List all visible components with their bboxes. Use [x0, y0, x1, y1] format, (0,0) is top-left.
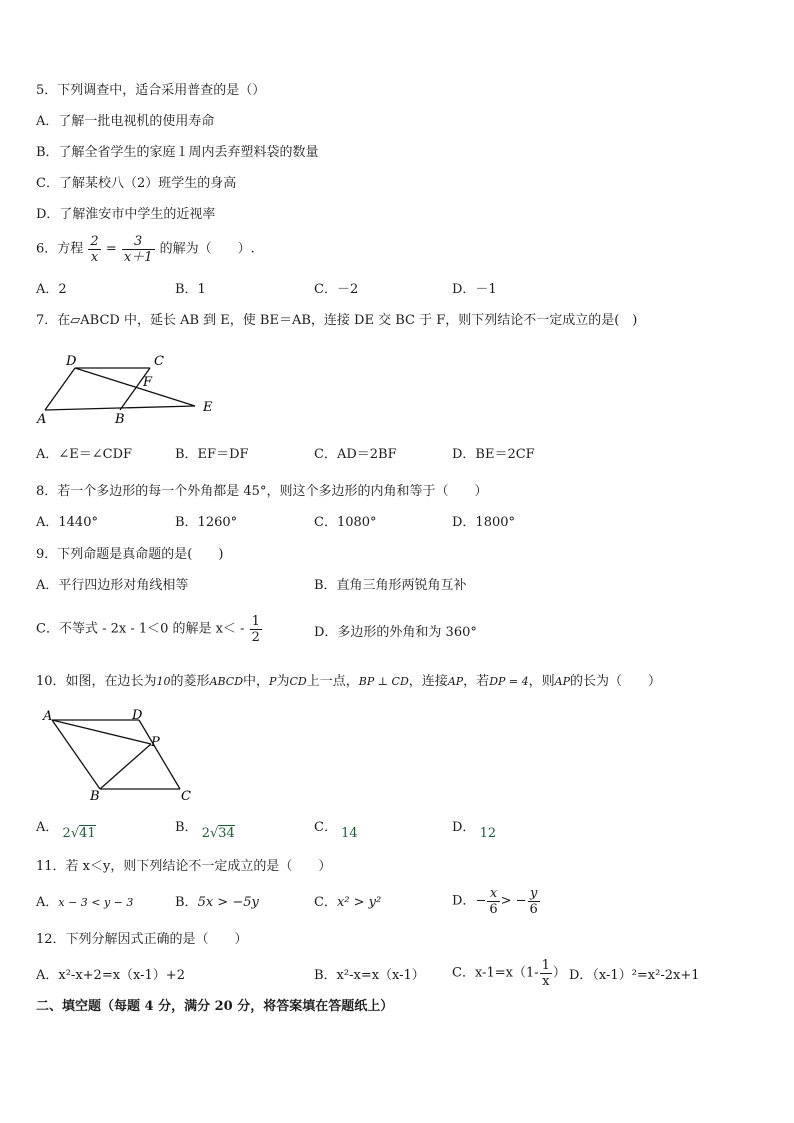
- q10-label-d: D: [132, 708, 143, 723]
- q11-option-d-den-2: 6: [529, 902, 538, 917]
- q9-option-c-fraction: [250, 614, 262, 645]
- q7-stem: 7．在▱ABCD 中，延长 AB 到 E，使 BE＝AB，连接 DE 交 BC 于 F，则下列结论不一定成立的是( ): [36, 313, 638, 328]
- sqrt-icon: √: [70, 826, 80, 841]
- q10-option-d-letter: D．: [452, 820, 476, 835]
- q11-option-d-num-2: y: [528, 886, 540, 902]
- q6-right-den: x＋1: [123, 250, 153, 265]
- q10-text-3: 中，: [243, 674, 270, 689]
- q10-text-7: ，若: [463, 674, 490, 689]
- q10-text-8: ，则: [528, 674, 555, 689]
- q5-option-b: B．了解全省学生的家庭１周内丢弃塑料袋的数量: [36, 145, 319, 160]
- q7-option-a: A．∠E＝∠CDF: [36, 447, 133, 462]
- section-2-title: 二、填空题（每题 4 分，满分 20 分，将答案填在答题纸上）: [36, 999, 394, 1014]
- q5-option-d: D．了解淮安市中学生的近视率: [36, 207, 216, 222]
- q10-option-a-coef: 2: [62, 826, 71, 841]
- q10-option-a-value: [63, 826, 96, 841]
- q6-right-fraction: [122, 234, 155, 265]
- q11-option-c: [314, 894, 381, 912]
- q7-line-ad: [45, 368, 75, 410]
- q7-label-b: B: [115, 412, 125, 427]
- q6-left-num: 2: [90, 234, 99, 249]
- q11-option-d-letter: D．: [452, 893, 476, 909]
- q6-option-b: B．1: [175, 282, 206, 297]
- q8-option-c: C．1080°: [314, 515, 377, 530]
- q10-math-p: P: [269, 675, 277, 688]
- q10-option-b-radicand: 34: [218, 826, 235, 841]
- q7-option-b: B．EF＝DF: [175, 447, 249, 462]
- q6-right-num: 3: [122, 234, 155, 250]
- q10-option-a: [36, 819, 96, 841]
- q12-option-c-num: 1: [541, 958, 550, 973]
- q10-text-4: 为: [276, 674, 290, 689]
- q11-option-b-expr: 5x > −5y: [197, 895, 259, 910]
- q10-option-c: [314, 819, 358, 841]
- q11-option-d-frac-1: [487, 886, 499, 917]
- q7-label-d: D: [66, 354, 77, 369]
- q10-line-dc: [139, 720, 180, 789]
- q11-option-c-letter: C．: [314, 895, 337, 910]
- q10-math-ap: AP: [447, 675, 464, 688]
- q8-stem: 8．若一个多边形的每一个外角都是 45°，则这个多边形的内角和等于（ ）: [36, 484, 488, 499]
- q7-label-e: E: [203, 400, 213, 415]
- q6-option-c: C．－2: [314, 282, 359, 297]
- q6-option-a: A．2: [36, 282, 67, 297]
- q10-option-c-value: 14: [341, 826, 358, 841]
- q10-text-9: 的长为（ ）: [570, 674, 662, 689]
- q11-option-b-letter: B．: [175, 895, 198, 910]
- q10-math-side: 10: [156, 675, 171, 688]
- q7-line-de: [75, 368, 195, 406]
- q6-suffix: 的解为（ ）.: [159, 241, 255, 257]
- q12-option-c-den: x: [542, 974, 550, 989]
- q10-option-b-coef: 2: [201, 826, 210, 841]
- q6-eq-sign: =: [105, 241, 117, 257]
- q12-stem: 12．下列分解因式正确的是（ ）: [36, 932, 248, 947]
- q6-stem: [36, 234, 255, 265]
- q5-option-a: A．了解一批电视机的使用寿命: [36, 114, 215, 129]
- q11-option-d: [452, 886, 541, 917]
- q10-label-c: C: [181, 789, 191, 804]
- q11-option-c-expr: x² > y²: [336, 895, 382, 910]
- q9-option-c-den: 2: [251, 630, 260, 645]
- q10-stem: [36, 673, 661, 691]
- q10-option-d-value: 12: [479, 826, 497, 841]
- q9-option-b: B．直角三角形两锐角互补: [314, 578, 467, 593]
- sqrt-icon: √: [209, 826, 219, 841]
- q10-option-b: [175, 819, 235, 841]
- q10-line-bp: [100, 744, 151, 789]
- q10-math-ap-2: AP: [554, 675, 570, 688]
- q10-option-b-letter: B．: [175, 820, 198, 835]
- q9-option-c-num: 1: [251, 614, 260, 629]
- q5-option-c: C．了解某校八（2）班学生的身高: [36, 176, 237, 191]
- q11-option-b: [175, 894, 259, 912]
- q7-label-c: C: [154, 354, 164, 369]
- q6-prefix: 6．方程: [36, 241, 84, 257]
- q7-option-c: C．AD＝2BF: [314, 447, 397, 462]
- q9-option-c: [36, 614, 263, 645]
- q10-option-a-letter: A．: [36, 820, 59, 835]
- q7-label-a: A: [37, 412, 47, 427]
- q8-option-d: D．1800°: [452, 515, 516, 530]
- q6-left-den: x: [90, 250, 99, 265]
- q10-option-b-value: [202, 826, 235, 841]
- q9-option-d: D．多边形的外角和为 360°: [314, 625, 477, 640]
- q7-option-d: D．BE＝2CF: [452, 447, 535, 462]
- q10-math-rhombus: ABCD: [209, 675, 244, 688]
- q11-option-a-letter: A．: [36, 895, 59, 910]
- q10-option-c-letter: C．: [314, 820, 337, 835]
- q10-math-dp: DP = 4: [489, 675, 529, 688]
- q12-option-c: [452, 958, 566, 989]
- q10-text-2: 的菱形: [170, 674, 210, 689]
- q12-option-a: A．x²-x+2=x（x-1）+2: [36, 968, 185, 983]
- q10-math-cd: CD: [289, 675, 307, 688]
- q12-option-c-text: C．x-1=x（1-: [452, 965, 539, 981]
- q9-option-c-text: C．不等式 - 2x - 1＜0 的解是 x＜ -: [36, 621, 245, 637]
- q11-option-a-expr: x − 3 < y − 3: [58, 896, 134, 909]
- q8-option-a: A．1440°: [36, 515, 98, 530]
- q10-text-5: 上一点，: [306, 674, 359, 689]
- q11-option-d-frac-2: [528, 886, 540, 917]
- q12-option-c-close: ）: [552, 965, 566, 981]
- q8-option-b: B．1260°: [175, 515, 238, 530]
- q7-parallelogram-figure: [30, 348, 230, 430]
- q11-option-d-num-1: x: [487, 886, 499, 902]
- q7-label-f: F: [143, 375, 153, 390]
- q10-label-a: A: [43, 709, 53, 724]
- q11-option-a: [36, 894, 133, 912]
- q9-stem: 9．下列命题是真命题的是( ): [36, 547, 224, 562]
- q10-rhombus-figure: [36, 706, 206, 806]
- q10-option-a-radicand: 41: [79, 826, 96, 841]
- q9-option-a: A．平行四边形对角线相等: [36, 578, 189, 593]
- q6-left-fraction: [88, 234, 100, 265]
- q11-option-d-relation: > −: [500, 893, 527, 909]
- q12-option-c-fraction: [540, 958, 552, 989]
- q10-label-p: P: [151, 735, 160, 750]
- q11-option-d-minus: −: [475, 893, 487, 909]
- q11-stem: 11．若 x＜y，则下列结论不一定成立的是（ ）: [36, 859, 332, 874]
- q10-math-bp-perp-cd: BP ⊥ CD: [358, 675, 409, 688]
- q10-label-b: B: [90, 789, 100, 804]
- q5-stem: 5．下列调查中，适合采用普查的是（）: [36, 83, 266, 98]
- q10-text-1: 10．如图，在边长为: [36, 674, 157, 689]
- q12-option-d: D．（x-1）²=x²-2x+1: [569, 968, 700, 983]
- q10-text-6: ，连接: [408, 674, 448, 689]
- q6-option-d: D．－1: [452, 282, 497, 297]
- q12-option-b: B．x²-x=x（x-1）: [314, 968, 425, 983]
- q10-option-d: [452, 819, 497, 841]
- q11-option-d-den-1: 6: [489, 902, 498, 917]
